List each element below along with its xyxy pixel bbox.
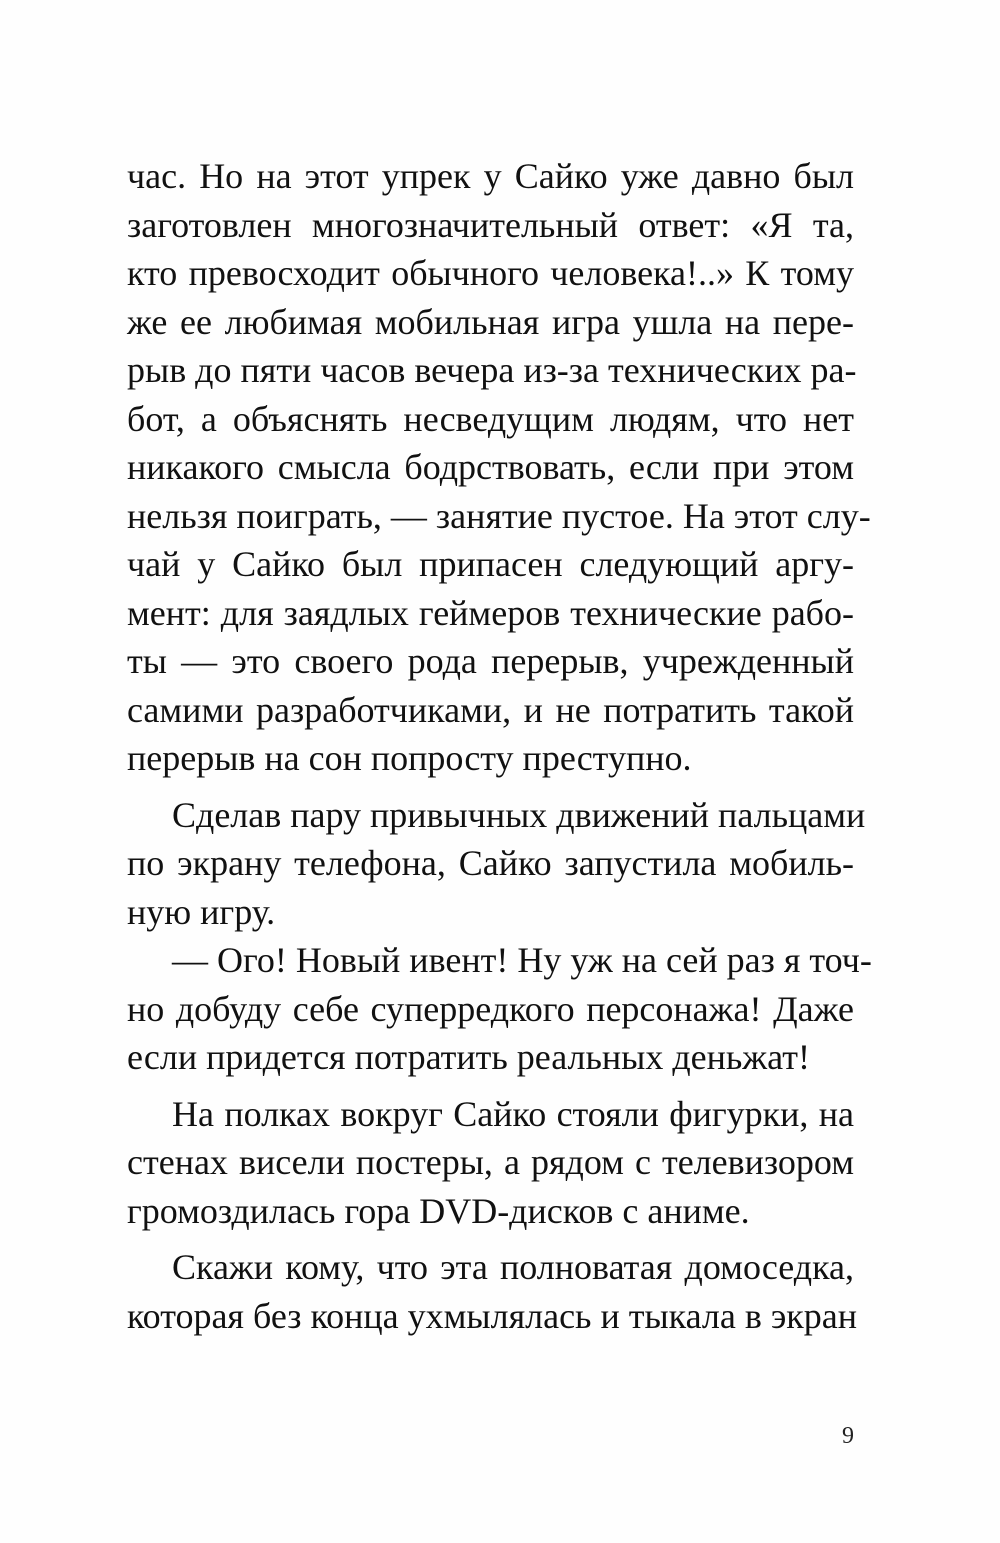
paragraph-gap xyxy=(127,1082,854,1090)
text-line: стенах висели постеры, а рядом с телевизором xyxy=(127,1142,854,1182)
text-line: Скажи кому, что эта полноватая домоседка, xyxy=(172,1247,854,1287)
text-line: чай у Сайко был припасен следующий аргу- xyxy=(127,544,854,584)
page-number: 9 xyxy=(842,1423,854,1449)
text-line: нельзя поиграть, — занятие пустое. На этот слу- xyxy=(127,495,871,536)
body-text xyxy=(127,152,872,1340)
paragraph-gap xyxy=(127,1235,854,1243)
text-line: ную игру. xyxy=(127,891,276,932)
text-line: но добуду себе суперредкого персонажа! Даже xyxy=(127,988,854,1029)
text-line: которая без конца ухмылялась и тыкала в экран xyxy=(127,1295,858,1336)
paragraph-gap xyxy=(127,783,854,791)
text-line: если придется потратить реальных деньжат! xyxy=(127,1037,810,1077)
text-line: же ее любимая мобильная игра ушла на пере- xyxy=(127,301,854,342)
text-line: кто превосходит обычного человека!..» К тому xyxy=(127,253,854,293)
text-line: рыв до пяти часов вечера из-за технических ра- xyxy=(127,350,857,390)
text-line: бот, а объяснять несведущим людям, что нет xyxy=(127,398,854,439)
text-line: громоздилась гора DVD-дисков с аниме. xyxy=(127,1190,750,1231)
text-line: самими разработчиками, и не потратить такой xyxy=(127,689,854,730)
text-line: Сделав пару привычных движений пальцами xyxy=(172,794,866,835)
text-line: заготовлен многозначительный ответ: «Я та, xyxy=(127,204,854,245)
text-line: час. Но на этот упрек у Сайко уже давно был xyxy=(127,156,854,196)
text-line: никакого смысла бодрствовать, если при этом xyxy=(127,447,854,487)
text-line: — Ого! Новый ивент! Ну уж на сей раз я точ- xyxy=(172,940,872,980)
text-line: мент: для заядлых геймеров технические рабо- xyxy=(127,592,854,633)
text-line: На полках вокруг Сайко стояли фигурки, на xyxy=(172,1093,854,1134)
text-line: перерыв на сон попросту преступно. xyxy=(127,738,692,778)
text-line: по экрану телефона, Сайко запустила мобиль- xyxy=(127,843,854,883)
text-line: ты — это своего рода перерыв, учрежденный xyxy=(127,641,854,681)
